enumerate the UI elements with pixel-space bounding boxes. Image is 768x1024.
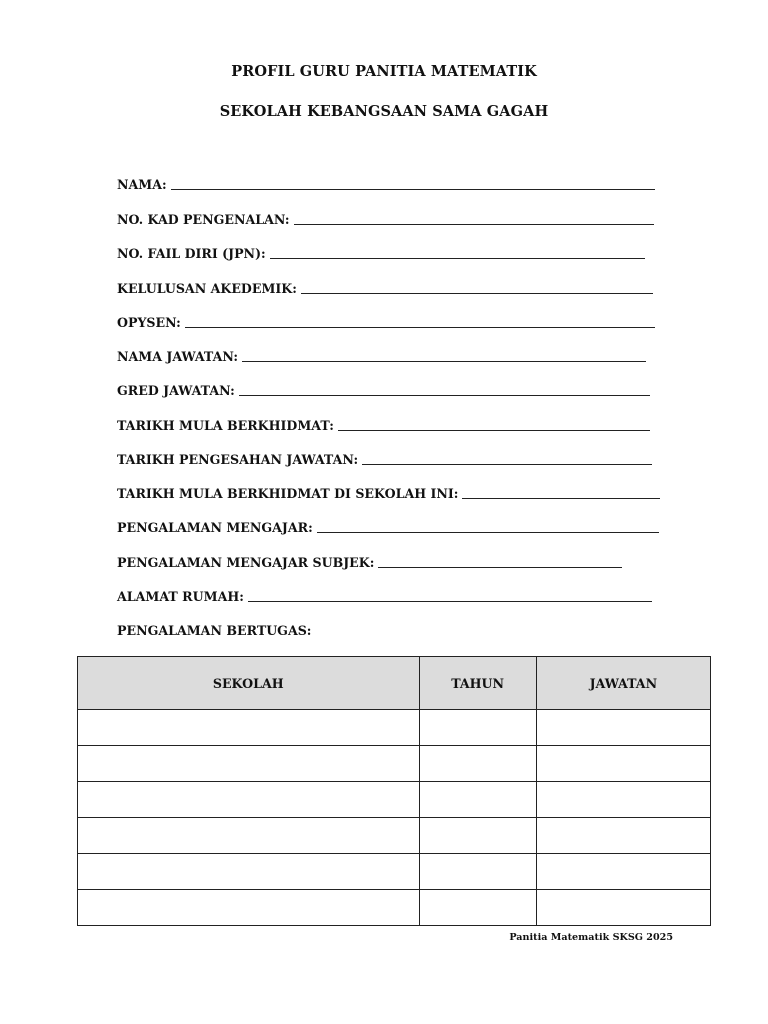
field-gred-jawatan — [117, 383, 650, 398]
cell-tahun[interactable] — [419, 710, 536, 746]
table-row — [78, 746, 711, 782]
input-line-gred-jawatan[interactable] — [239, 395, 650, 396]
cell-sekolah[interactable] — [78, 890, 420, 926]
field-tarikh-mula-berkhidmat-sekolah — [117, 486, 660, 501]
cell-jawatan[interactable] — [536, 710, 710, 746]
cell-tahun[interactable] — [419, 746, 536, 782]
cell-tahun[interactable] — [419, 890, 536, 926]
input-line-tarikh-mula-berkhidmat[interactable] — [338, 430, 650, 431]
column-header-jawatan: JAWATAN — [536, 657, 710, 710]
input-line-pengalaman-mengajar-subjek[interactable] — [378, 567, 622, 568]
cell-sekolah[interactable] — [78, 746, 420, 782]
cell-jawatan[interactable] — [536, 890, 710, 926]
cell-jawatan[interactable] — [536, 782, 710, 818]
field-label: TARIKH MULA BERKHIDMAT DI SEKOLAH INI: — [117, 486, 459, 501]
input-line-no-kad-pengenalan[interactable] — [294, 224, 654, 225]
input-line-alamat-rumah[interactable] — [248, 601, 652, 602]
experience-label: PENGALAMAN BERTUGAS: — [117, 623, 312, 638]
cell-jawatan[interactable] — [536, 746, 710, 782]
field-label: NAMA: — [117, 177, 167, 192]
field-label: TARIKH PENGESAHAN JAWATAN: — [117, 452, 359, 467]
column-header-sekolah: SEKOLAH — [78, 657, 420, 710]
field-alamat-rumah — [117, 589, 652, 604]
school-name: SEKOLAH KEBANGSAAN SAMA GAGAH — [219, 103, 549, 120]
cell-jawatan[interactable] — [536, 818, 710, 854]
input-line-kelulusan-akedemik[interactable] — [301, 293, 653, 294]
experience-heading — [117, 623, 311, 638]
page-footer: Panitia Matematik SKSG 2025 — [509, 932, 673, 943]
field-nama-jawatan — [117, 349, 646, 364]
cell-sekolah[interactable] — [78, 854, 420, 890]
field-nama — [117, 177, 655, 192]
input-line-tarikh-pengesahan-jawatan[interactable] — [362, 464, 652, 465]
input-line-tarikh-mula-berkhidmat-sekolah[interactable] — [462, 498, 660, 499]
input-line-nama[interactable] — [171, 189, 655, 190]
cell-tahun[interactable] — [419, 782, 536, 818]
field-label: NO. KAD PENGENALAN: — [117, 212, 290, 227]
field-label: NAMA JAWATAN: — [117, 349, 239, 364]
table-row — [78, 818, 711, 854]
experience-table — [77, 656, 711, 926]
field-tarikh-mula-berkhidmat — [117, 418, 650, 433]
cell-sekolah[interactable] — [78, 818, 420, 854]
table-row — [78, 890, 711, 926]
input-line-no-fail-diri[interactable] — [270, 258, 645, 259]
field-no-kad-pengenalan — [117, 212, 654, 227]
page-title: PROFIL GURU PANITIA MATEMATIK — [231, 63, 537, 80]
cell-tahun[interactable] — [419, 818, 536, 854]
field-pengalaman-mengajar — [117, 520, 659, 535]
input-line-opysen[interactable] — [185, 327, 655, 328]
field-kelulusan-akedemik — [117, 281, 653, 296]
table-row — [78, 710, 711, 746]
cell-jawatan[interactable] — [536, 854, 710, 890]
cell-sekolah[interactable] — [78, 782, 420, 818]
field-label: KELULUSAN AKEDEMIK: — [117, 281, 297, 296]
table-header-row — [78, 657, 711, 710]
field-opysen — [117, 315, 655, 330]
table-row — [78, 854, 711, 890]
cell-tahun[interactable] — [419, 854, 536, 890]
field-pengalaman-mengajar-subjek — [117, 555, 622, 570]
input-line-nama-jawatan[interactable] — [242, 361, 646, 362]
field-label: GRED JAWATAN: — [117, 383, 235, 398]
field-tarikh-pengesahan-jawatan — [117, 452, 652, 467]
field-no-fail-diri — [117, 246, 645, 261]
field-label: OPYSEN: — [117, 315, 181, 330]
field-label: TARIKH MULA BERKHIDMAT: — [117, 418, 334, 433]
table-row — [78, 782, 711, 818]
input-line-pengalaman-mengajar[interactable] — [317, 532, 659, 533]
cell-sekolah[interactable] — [78, 710, 420, 746]
field-label: NO. FAIL DIRI (JPN): — [117, 246, 266, 261]
field-label: PENGALAMAN MENGAJAR: — [117, 520, 313, 535]
field-label: ALAMAT RUMAH: — [117, 589, 244, 604]
column-header-tahun: TAHUN — [419, 657, 536, 710]
field-label: PENGALAMAN MENGAJAR SUBJEK: — [117, 555, 375, 570]
